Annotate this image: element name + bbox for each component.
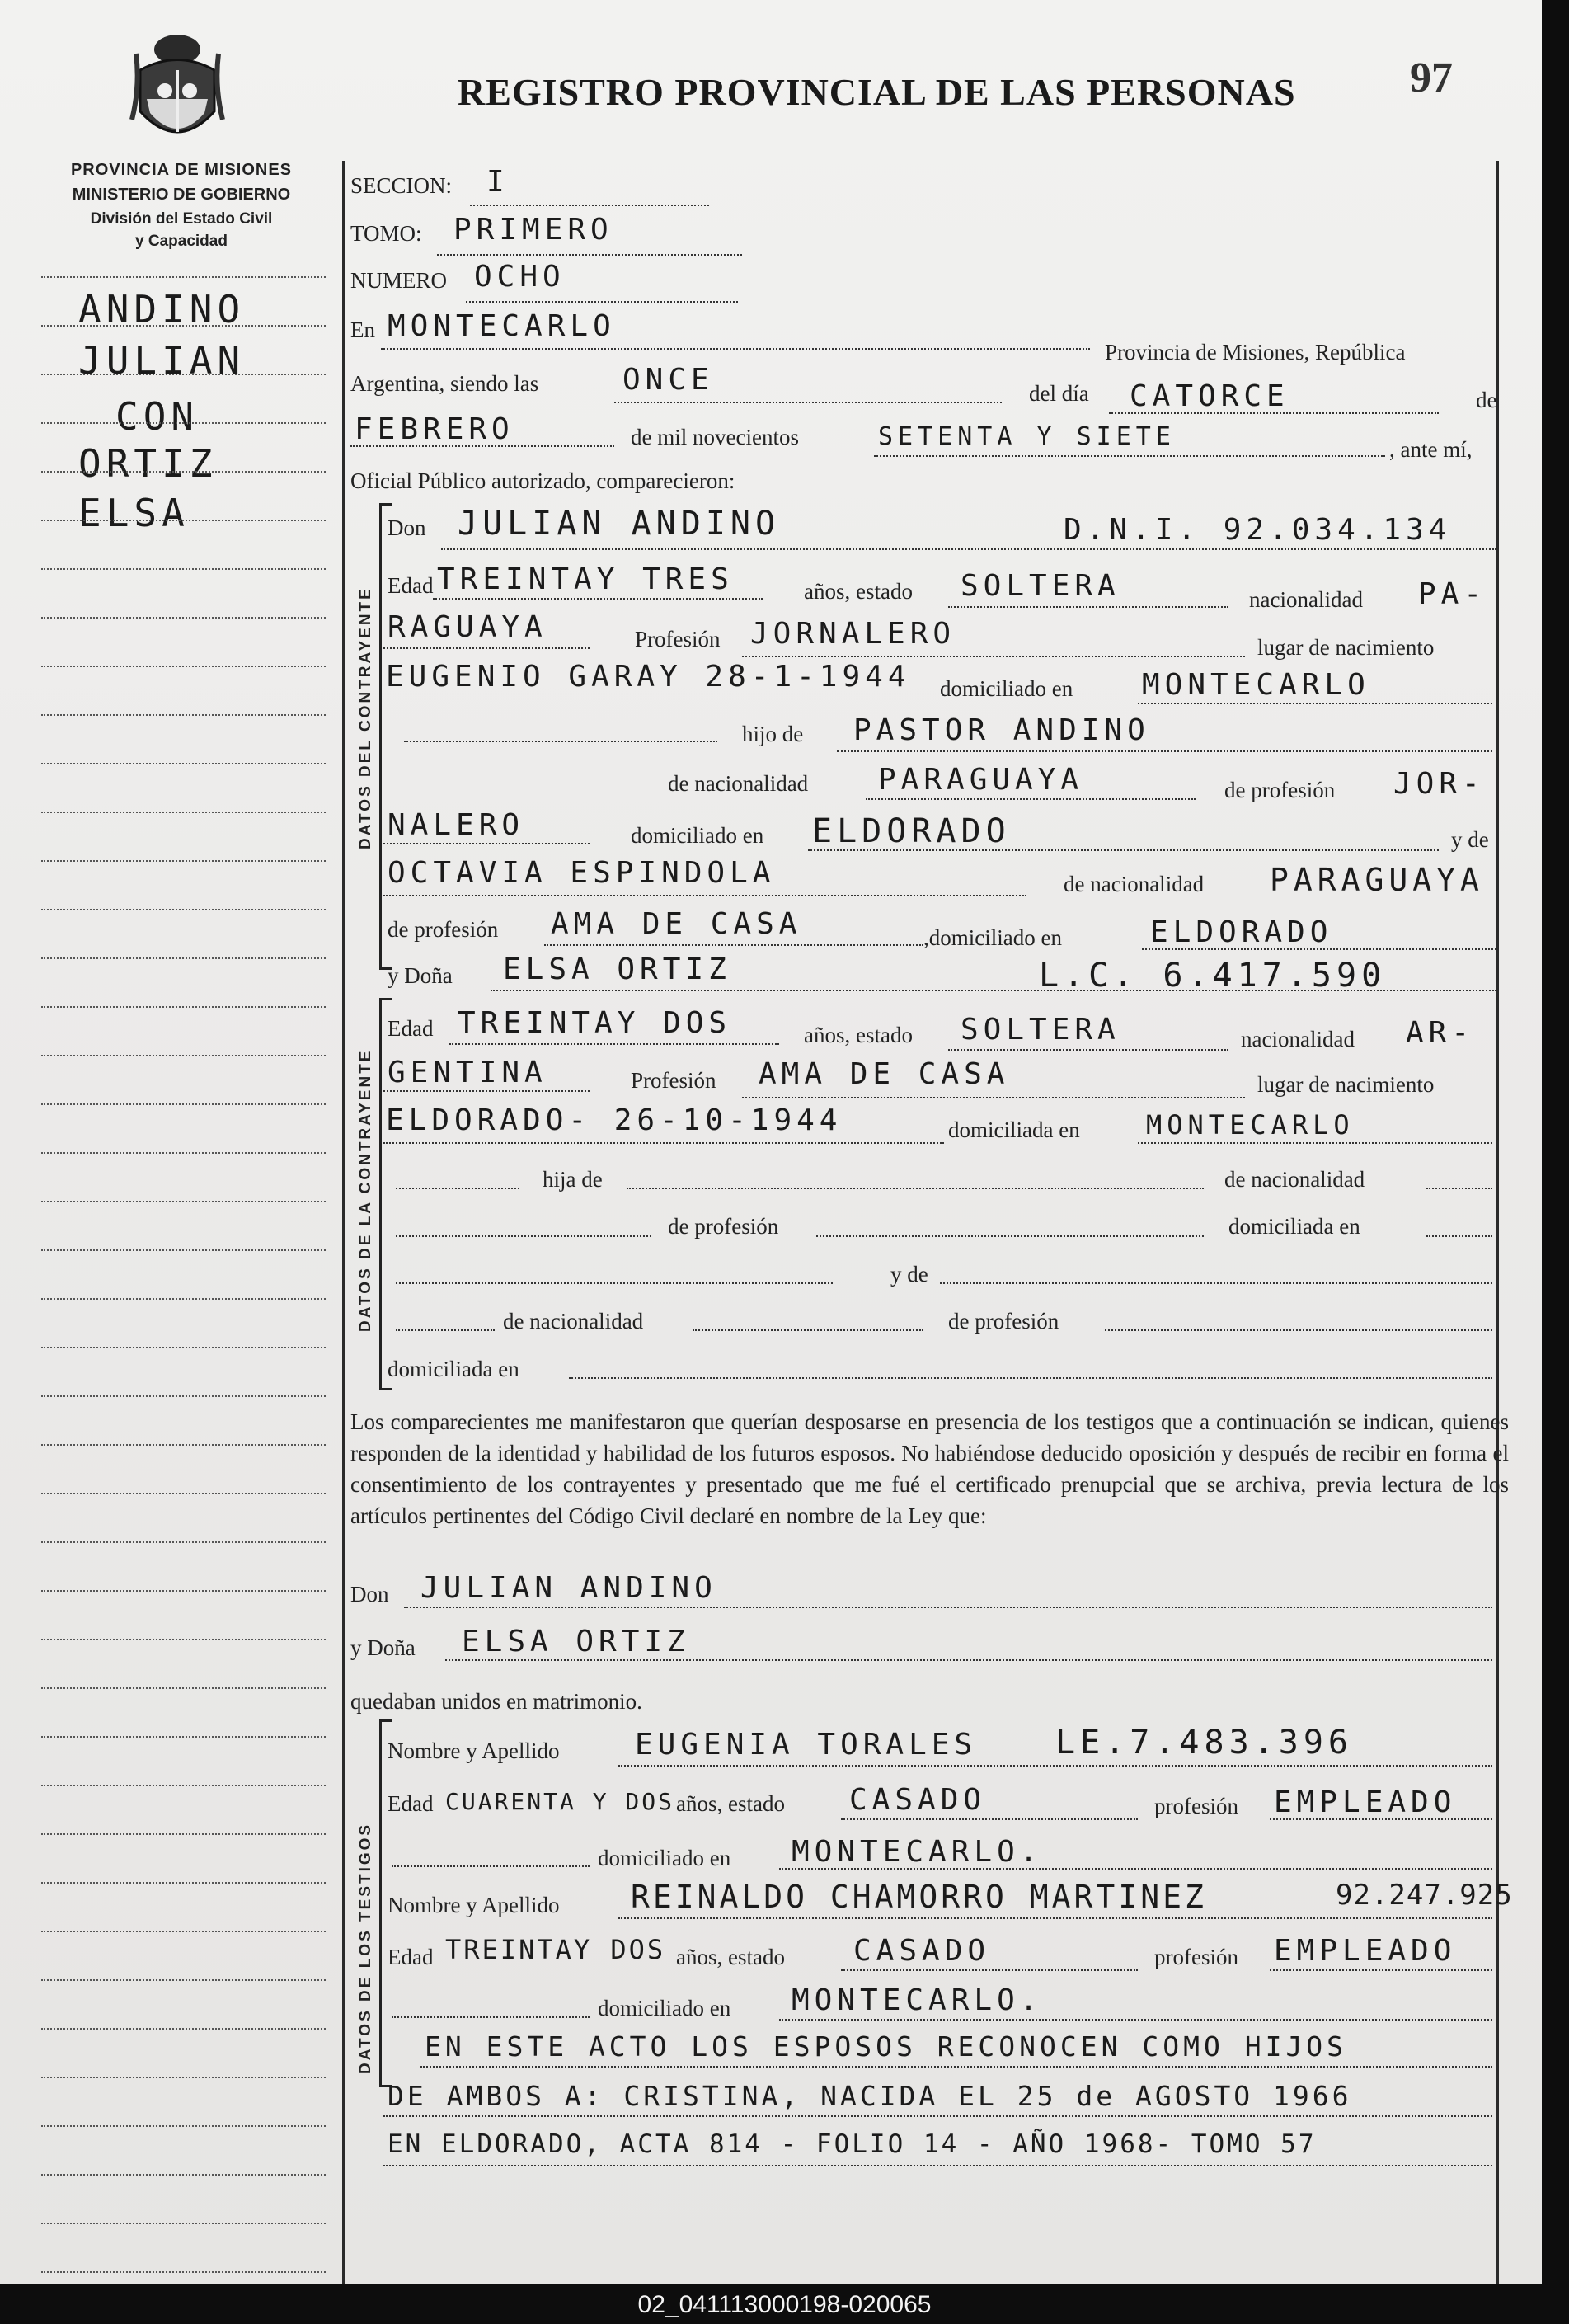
margin-rule: [41, 714, 326, 716]
document-title: REGISTRO PROVINCIAL DE LAS PERSONAS: [458, 71, 1296, 113]
margin-rule: [41, 2077, 326, 2078]
margin-rule: [41, 1201, 326, 1202]
margin-rule: [41, 568, 326, 570]
org-line-2: MINISTERIO DE GOBIERNO: [72, 186, 291, 204]
margin-rule: [41, 909, 326, 910]
c1-profesion-label: Profesión: [635, 627, 721, 652]
c1-don-label: Don: [388, 515, 426, 540]
c2-nacionalidad-label: nacionalidad: [1241, 1027, 1355, 1051]
c2-domicilio: MONTECARLO: [1146, 1109, 1355, 1141]
c1-nacionalidad-label: nacionalidad: [1249, 587, 1363, 612]
c1-nombre: JULIAN ANDINO: [458, 505, 781, 543]
c1-de-profesion: de profesión: [1224, 778, 1336, 802]
coat-of-arms-icon: [124, 21, 231, 161]
margin-rule: [41, 2223, 326, 2224]
margin-rule: [41, 2125, 326, 2127]
c2-edad-label: Edad: [388, 1016, 434, 1041]
numero-value: OCHO: [474, 260, 566, 294]
margin-rule: [41, 1006, 326, 1008]
t2-doc: 92.247.925: [1336, 1879, 1513, 1912]
seccion-value: I: [486, 165, 510, 199]
margin-rule: [41, 812, 326, 813]
t2-profesion: EMPLEADO: [1274, 1934, 1457, 1968]
c1-documento: D.N.I. 92.034.134: [1064, 513, 1452, 547]
margin-rule: [41, 1590, 326, 1592]
decl-don-value: JULIAN ANDINO: [420, 1571, 717, 1605]
margin-rule: [41, 617, 326, 619]
decl-don-label: Don: [350, 1582, 389, 1607]
c1-padre-nac: PARAGUAYA: [878, 763, 1084, 797]
c1-de-profesion-2: de profesión: [388, 917, 499, 942]
margin-rule: [41, 860, 326, 862]
page-number: 97: [1410, 54, 1453, 101]
t2-anios-estado: años, estado: [676, 1945, 785, 1969]
c1-coma-domiciliado: ,domiciliado en: [923, 925, 1062, 950]
seccion-label: SECCION:: [350, 173, 453, 198]
t2-estado: CASADO: [853, 1934, 991, 1968]
c1-lugar-label: lugar de nacimiento: [1257, 635, 1435, 660]
margin-rule: [41, 1055, 326, 1056]
t2-nombre: REINALDO CHAMORRO MARTINEZ: [631, 1879, 1207, 1915]
margin-rule: [41, 1395, 326, 1397]
margin-rule: [41, 325, 326, 327]
t1-doc: LE.7.483.396: [1055, 1724, 1353, 1762]
margin-rule: [41, 957, 326, 959]
org-line-1: PROVINCIA DE MISIONES: [70, 161, 293, 179]
numero-label: NUMERO: [350, 268, 448, 293]
t2-edad-label: Edad: [388, 1945, 434, 1969]
margin-rule: [41, 1736, 326, 1738]
margin-rule: [41, 1347, 326, 1348]
c1-padre-dom: ELDORADO: [812, 812, 1011, 850]
c2-profesion-label: Profesión: [631, 1068, 716, 1093]
c2-domiciliada-en-lower: domiciliada en: [388, 1357, 519, 1381]
margin-rule: [41, 1298, 326, 1300]
c1-padre-domiciliado-en: domiciliado en: [631, 823, 764, 848]
hora-value: ONCE: [622, 363, 714, 397]
t2-nombre-label: Nombre y Apellido: [388, 1893, 560, 1917]
org-line-3: División del Estado Civil: [90, 210, 273, 228]
t1-estado: CASADO: [849, 1783, 987, 1817]
margin-rule: [41, 1152, 326, 1154]
margin-rule: [41, 1931, 326, 1932]
c2-domiciliada-en: domiciliada en: [948, 1117, 1080, 1142]
c2-anios-estado: años, estado: [804, 1023, 913, 1047]
margin-rule: [41, 1687, 326, 1689]
org-line-4: y Capacidad: [135, 233, 228, 250]
t1-anios-estado: años, estado: [676, 1791, 785, 1816]
c2-de-nacionalidad-2: de nacionalidad: [503, 1309, 644, 1334]
decl-quedaban: quedaban unidos en matrimonio.: [350, 1689, 642, 1714]
provincia-text: Provincia de Misiones, República: [1105, 340, 1406, 365]
t2-dom: MONTECARLO.: [792, 1983, 1043, 2017]
c2-nac-part1: AR-: [1406, 1016, 1475, 1050]
mes-value: FEBRERO: [355, 412, 514, 446]
c1-padre-prof2: NALERO: [388, 808, 525, 842]
c1-nac-part2: RAGUAYA: [388, 610, 547, 644]
t2-profesion-label: profesión: [1154, 1945, 1238, 1969]
decl-dona-value: ELSA ORTIZ: [462, 1625, 690, 1658]
margin-rule: [41, 2028, 326, 2030]
c2-nac-part2: GENTINA: [388, 1056, 547, 1089]
argentina-text: Argentina, siendo las: [350, 371, 539, 396]
c2-nombre: ELSA ORTIZ: [503, 953, 731, 986]
en-label: En: [350, 318, 375, 342]
c1-padre: PASTOR ANDINO: [853, 713, 1150, 747]
c1-edad: TREINTAY TRES: [437, 562, 734, 596]
margin-name-2: JULIAN: [78, 338, 246, 383]
dia-value: CATORCE: [1130, 379, 1289, 413]
c2-de-profesion: de profesión: [668, 1214, 779, 1239]
del-dia-label: del día: [1029, 381, 1089, 406]
c1-domicilio: MONTECARLO: [1142, 668, 1370, 702]
t1-edad: CUARENTA Y DOS: [445, 1788, 675, 1815]
contrayente1-side-label: DATOS DEL CONTRAYENTE: [357, 586, 374, 849]
margin-rule: [41, 2174, 326, 2176]
margin-rule: [41, 1541, 326, 1543]
c1-de-nacionalidad-2: de nacionalidad: [1064, 872, 1205, 896]
t1-edad-label: Edad: [388, 1791, 434, 1816]
body-border: [342, 161, 345, 2284]
margin-rule: [41, 763, 326, 764]
c1-nac-part1: PA-: [1418, 577, 1487, 611]
t2-domiciliado-en: domiciliado en: [598, 1996, 731, 2021]
margin-rule: [41, 1444, 326, 1446]
margin-rule: [41, 520, 326, 521]
c2-estado: SOLTERA: [961, 1013, 1120, 1047]
tomo-value: PRIMERO: [453, 213, 613, 247]
c2-edad: TREINTAY DOS: [458, 1006, 732, 1040]
c2-lugar-label: lugar de nacimiento: [1257, 1072, 1435, 1097]
c2-lugar: ELDORADO- 26-10-1944: [386, 1103, 843, 1137]
margin-rule: [41, 422, 326, 424]
margin-rule: [41, 374, 326, 375]
c1-madre-nac: PARAGUAYA: [1270, 862, 1484, 898]
c1-madre-dom: ELDORADO: [1150, 915, 1333, 949]
c1-de-nacionalidad: de nacionalidad: [668, 771, 809, 796]
margin-name-1: ANDINO: [78, 287, 246, 332]
note-line-2: DE AMBOS A: CRISTINA, NACIDA EL 25 de AGOSTO 1966: [388, 2080, 1352, 2112]
c1-edad-label: Edad: [388, 573, 434, 598]
tomo-label: TOMO:: [350, 221, 422, 246]
c1-madre: OCTAVIA ESPINDOLA: [388, 856, 776, 890]
margin-rule: [41, 666, 326, 667]
de-label: de: [1476, 388, 1497, 412]
margin-name-4: ORTIZ: [78, 441, 218, 486]
margin-rule: [41, 471, 326, 473]
c1-padre-prof1: JOR-: [1393, 767, 1485, 801]
margin-name-3: CON: [115, 394, 200, 439]
c2-hija-de: hija de: [543, 1167, 603, 1192]
right-border: [1496, 161, 1499, 2284]
declaration-paragraph: Los comparecientes me manifestaron que querían desposarse en presencia de los testigos que a continuación se indican, quienes responden de la identidad y habilidad de los futuros esposos. No habiéndose deducido oposición y después de recibir en forma el consentimiento de los contrayentes y presentado que me fué el certificado prenupcial que se archiva, previa lectura de los artículos pertinentes del Código Civil declaré en nombre de la Ley que:: [350, 1409, 1509, 1528]
c1-anios-estado: años, estado: [804, 579, 913, 604]
de-mil-label: de mil novecientos: [631, 425, 799, 449]
margin-rule: [41, 1785, 326, 1786]
margin-rule: [41, 1639, 326, 1640]
c1-profesion: JORNALERO: [750, 617, 956, 651]
t1-dom: MONTECARLO.: [792, 1835, 1043, 1869]
c2-documento: L.C. 6.417.590: [1039, 957, 1387, 995]
note-line-3: EN ELDORADO, ACTA 814 - FOLIO 14 - AÑO 1968- TOMO 57: [388, 2129, 1317, 2159]
t1-nombre-label: Nombre y Apellido: [388, 1738, 560, 1763]
c1-hijo-de: hijo de: [742, 722, 804, 746]
c2-profesion: AMA DE CASA: [759, 1057, 1010, 1091]
c1-estado: SOLTERA: [961, 569, 1120, 603]
note-line-1: EN ESTE ACTO LOS ESPOSOS RECONOCEN COMO HIJOS: [425, 2030, 1348, 2063]
ante-mi: , ante mí,: [1389, 437, 1473, 462]
margin-rule: [41, 1493, 326, 1494]
testigos-side-label: DATOS DE LOS TESTIGOS: [357, 1822, 374, 2074]
en-value: MONTECARLO: [388, 309, 616, 343]
c2-dona-label: y Doña: [388, 963, 453, 988]
t1-profesion-label: profesión: [1154, 1794, 1238, 1818]
margin-rule: [41, 1833, 326, 1835]
margin-rule: [41, 1103, 326, 1105]
file-id: 02_041113000198-020065: [637, 2291, 932, 2318]
c1-domiciliado-en: domiciliado en: [940, 676, 1073, 701]
c1-y-de: y de: [1451, 827, 1489, 852]
anio-value: SETENTA Y SIETE: [878, 422, 1176, 451]
c1-lugar: EUGENIO GARAY 28-1-1944: [386, 660, 911, 694]
t1-domiciliado-en: domiciliado en: [598, 1846, 731, 1870]
c2-de-nacionalidad: de nacionalidad: [1224, 1167, 1365, 1192]
t1-nombre: EUGENIA TORALES: [635, 1728, 978, 1762]
margin-rule: [41, 1979, 326, 1981]
contrayente2-side-label: DATOS DE LA CONTRAYENTE: [357, 1048, 374, 1332]
t2-edad: TREINTAY DOS: [445, 1934, 666, 1965]
margin-rule: [41, 276, 326, 278]
margin-rule: [41, 1249, 326, 1251]
c1-madre-prof: AMA DE CASA: [551, 907, 802, 941]
c2-y-de: y de: [890, 1262, 928, 1287]
margin-name-5: ELSA: [78, 491, 190, 535]
decl-dona-label: y Doña: [350, 1635, 416, 1660]
t1-profesion: EMPLEADO: [1274, 1785, 1457, 1819]
c2-de-profesion-2: de profesión: [948, 1309, 1059, 1334]
margin-rule: [41, 2271, 326, 2273]
c2-domiciliada-en-2: domiciliada en: [1228, 1214, 1360, 1239]
margin-rule: [41, 1882, 326, 1884]
oficial-text: Oficial Público autorizado, comparecieron:: [350, 468, 735, 493]
